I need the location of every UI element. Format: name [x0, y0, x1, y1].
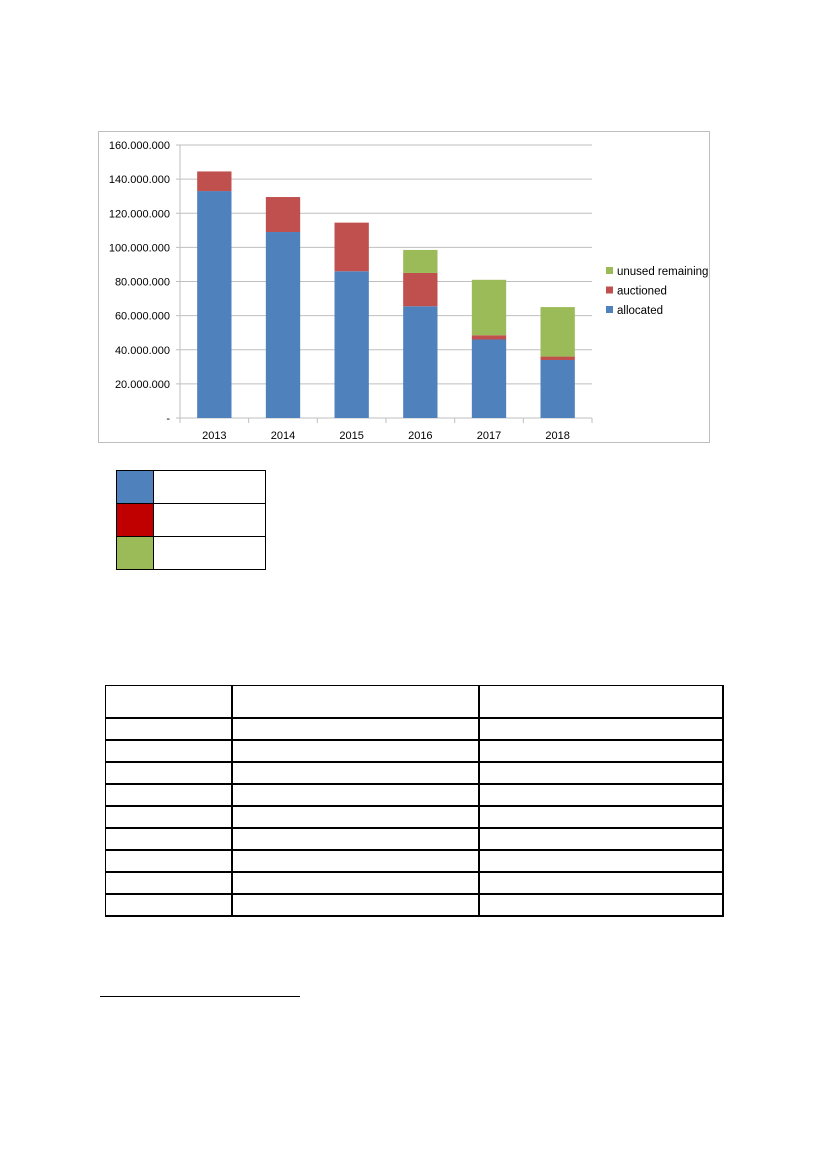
y-tick-label: 20.000.000	[114, 378, 170, 391]
key-label	[154, 504, 266, 537]
table-header-row	[106, 686, 723, 719]
legend-label: unused remaining	[617, 266, 709, 278]
column-header	[106, 686, 232, 719]
table-row	[106, 894, 723, 916]
table-cell	[106, 718, 232, 740]
table-cell	[479, 762, 723, 784]
table-cell	[232, 784, 479, 806]
table-cell	[479, 828, 723, 850]
table-cell	[232, 850, 479, 872]
legend-label: auctioned	[617, 285, 667, 298]
data-table	[105, 685, 724, 917]
legend-label: allocated	[617, 305, 664, 317]
table-cell	[106, 762, 232, 784]
key-row	[117, 537, 266, 570]
stacked-bar-chart	[98, 131, 710, 443]
x-tick-label: 2017	[476, 430, 502, 442]
table-row	[106, 784, 723, 806]
y-tick-label: 160.000.000	[108, 140, 170, 152]
table-cell	[232, 806, 479, 828]
table-cell	[106, 850, 232, 872]
table-row	[106, 762, 723, 784]
column-header	[479, 686, 723, 719]
y-tick-label: 120.000.000	[108, 208, 170, 221]
table-row	[106, 806, 723, 828]
table-cell	[106, 806, 232, 828]
table-cell	[479, 784, 723, 806]
bar-allocated-2014	[266, 232, 300, 418]
color-key-table	[116, 470, 266, 570]
x-tick-label: 2016	[408, 430, 433, 442]
table-cell	[232, 762, 479, 784]
key-label	[154, 471, 266, 504]
table-cell	[106, 872, 232, 894]
table-cell	[106, 784, 232, 806]
bar-allocated-2016	[403, 306, 437, 418]
color-swatch	[117, 504, 154, 537]
table-cell	[106, 740, 232, 762]
x-tick-label: 2014	[270, 430, 296, 442]
bar-unused-remaining-2017	[472, 280, 506, 335]
legend-swatch-unused-remaining	[606, 267, 613, 274]
table-cell	[232, 740, 479, 762]
table-row	[106, 850, 723, 872]
table-cell	[479, 740, 723, 762]
table-cell	[106, 828, 232, 850]
column-header	[232, 686, 479, 719]
bar-unused-remaining-2018	[541, 307, 575, 356]
x-tick-label: 2018	[545, 430, 570, 442]
bar-auctioned-2013	[197, 171, 231, 191]
color-swatch	[117, 537, 154, 570]
bar-unused-remaining-2016	[403, 250, 437, 273]
table-cell	[232, 872, 479, 894]
bar-auctioned-2016	[403, 273, 437, 306]
bar-allocated-2013	[197, 191, 231, 418]
table-row	[106, 740, 723, 762]
table-row	[106, 828, 723, 850]
table-cell	[232, 828, 479, 850]
table-cell	[479, 806, 723, 828]
table-row	[106, 718, 723, 740]
table-cell	[479, 894, 723, 916]
y-tick-label: 100.000.000	[108, 242, 170, 255]
legend-swatch-allocated	[606, 306, 613, 313]
bar-allocated-2018	[541, 360, 575, 418]
bar-auctioned-2015	[335, 223, 369, 272]
color-swatch	[117, 471, 154, 504]
table-row	[106, 872, 723, 894]
y-tick-label: -	[166, 413, 170, 425]
legend-swatch-auctioned	[606, 287, 613, 294]
table-cell	[106, 894, 232, 916]
bar-allocated-2017	[472, 340, 506, 418]
footnote-separator	[100, 996, 300, 997]
x-tick-label: 2015	[339, 430, 364, 442]
key-row	[117, 504, 266, 537]
bar-allocated-2015	[335, 271, 369, 418]
table-cell	[232, 894, 479, 916]
table-cell	[479, 850, 723, 872]
y-tick-label: 40.000.000	[114, 344, 170, 357]
key-row	[117, 471, 266, 504]
y-tick-label: 60.000.000	[114, 310, 170, 323]
table-cell	[232, 718, 479, 740]
table-cell	[479, 718, 723, 740]
bar-auctioned-2017	[472, 335, 506, 339]
y-tick-label: 80.000.000	[114, 276, 170, 289]
x-tick-label: 2013	[202, 430, 227, 442]
bar-auctioned-2014	[266, 197, 300, 232]
y-tick-label: 140.000.000	[108, 174, 170, 187]
table-cell	[479, 872, 723, 894]
key-label	[154, 537, 266, 570]
bar-auctioned-2018	[541, 357, 575, 360]
